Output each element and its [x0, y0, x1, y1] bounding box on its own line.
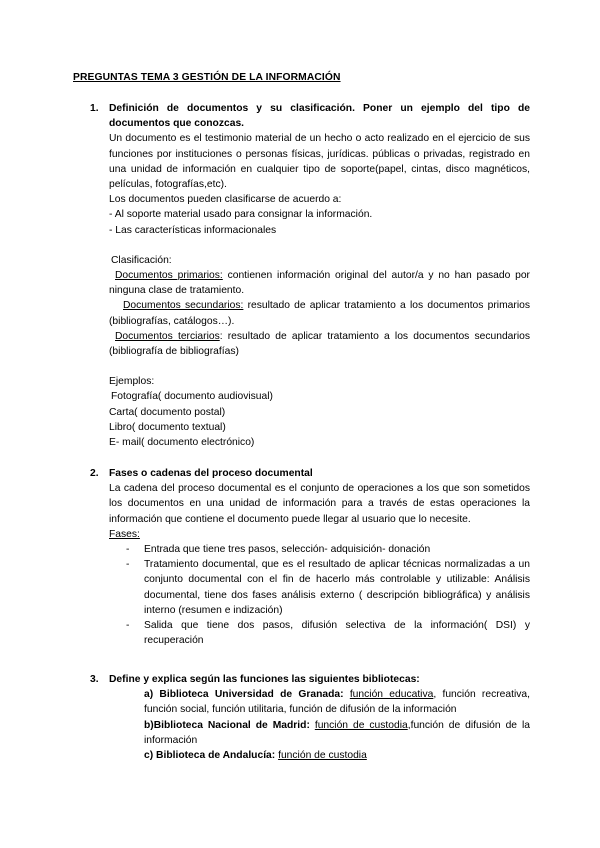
question-3	[90, 672, 530, 763]
question-1-heading: Definición de documentos y su clasificación. Poner un ejemplo del tipo de documentos que conozcas.	[109, 103, 530, 130]
library-a-label: a) Biblioteca Universidad de Granada:	[144, 689, 344, 701]
page-title: PREGUNTAS TEMA 3 GESTIÓN DE LA INFORMACIÓN	[73, 72, 341, 83]
question-3-number: 3.	[90, 674, 99, 685]
classify-intro: Los documentos pueden clasificarse de acuerdo a:	[109, 194, 342, 206]
fase-text: Tratamiento documental, que es el resultado de aplicar técnicas normalizadas a un conjunto documental con el fin de hacerlo más controlable y utilizable: Análisis documental, tiene dos fases análisis externo ( descripción bibliográfica) y análisis interno (resumen e indización)	[144, 559, 530, 616]
document-definition: Un documento es el testimonio material de un hecho o acto realizado en el ejercicio de sus funciones por instituciones o personas físicas, jurídicas. públicas o privadas, registrado en una unidad de información en cualquier tipo de soporte(papel, cintas, disco magnéticos, películas, fotografías,etc).	[109, 133, 530, 191]
library-b-rest: ,función de difusión de la información	[144, 719, 530, 746]
library-b-label: b)Biblioteca Nacional de Madrid:	[144, 719, 310, 731]
fase-item	[109, 618, 530, 648]
library-a-underlined: función educativa	[349, 689, 434, 701]
fase-item	[109, 557, 530, 618]
primarios-text: contienen información original del autor/a y no han pasado por ninguna clase de tratamiento.	[109, 270, 530, 297]
library-a	[144, 687, 530, 717]
question-2	[90, 466, 530, 648]
library-b	[144, 718, 530, 748]
process-intro: La cadena del proceso documental es el conjunto de operaciones a los que son sometidos los documentos en una unidad de información para a través de estas operaciones la información que contiene el documento puede llegar al usuario que lo necesite.	[109, 483, 530, 525]
question-3-heading: Define y explica según las funciones las siguientes bibliotecas:	[109, 674, 420, 685]
question-1-number: 1.	[90, 103, 99, 114]
ejemplo-item: Fotografía( documento audiovisual)	[111, 391, 273, 403]
fases-label: Fases:	[109, 528, 140, 540]
ejemplo-item: Libro( documento textual)	[109, 421, 226, 433]
terciarios-text: : resultado de aplicar tratamiento a los documentos secundarios (bibliografía de bibliografías)	[109, 330, 530, 358]
dash-bullet: -	[126, 559, 130, 571]
terciarios-paragraph	[109, 329, 530, 359]
secundarios-text: resultado de aplicar tratamiento a los documentos primarios (bibliografías, catálogos…).	[109, 300, 530, 327]
terciarios-term: Documentos terciarios	[115, 330, 220, 342]
question-2-number: 2.	[90, 468, 99, 479]
dash-bullet: -	[126, 544, 130, 556]
ejemplos-label: Ejemplos:	[109, 376, 155, 388]
library-a-rest: , función recreativa, función social, función utilitaria, función de difusión de la información	[144, 689, 531, 716]
library-c-label: c) Biblioteca de Andalucía:	[144, 750, 276, 762]
library-b-underlined: función de custodia	[314, 719, 408, 731]
fases-list	[109, 542, 530, 648]
clasificacion-label: Clasificación:	[111, 254, 172, 266]
fase-text: Salida que tiene dos pasos, difusión selectiva de la información( DSI) y recuperación	[144, 620, 530, 647]
dash-bullet: -	[126, 620, 130, 632]
criteria-item: - Las características informacionales	[109, 224, 277, 236]
secundarios-term: Documentos secundarios:	[123, 300, 244, 312]
fase-item	[109, 542, 530, 557]
secundarios-paragraph	[109, 298, 530, 328]
criteria-item: - Al soporte material usado para consignar la información.	[109, 209, 373, 221]
question-2-heading: Fases o cadenas del proceso documental	[109, 468, 313, 479]
ejemplo-item: E- mail( documento electrónico)	[109, 437, 255, 449]
fase-text: Entrada que tiene tres pasos, selección- adquisición- donación	[144, 544, 431, 556]
primarios-paragraph	[109, 268, 530, 298]
library-c	[144, 748, 530, 763]
library-c-underlined: función de custodia	[278, 750, 367, 762]
primarios-term: Documentos primarios:	[115, 270, 223, 282]
question-1	[90, 101, 530, 450]
ejemplo-item: Carta( documento postal)	[109, 406, 226, 418]
